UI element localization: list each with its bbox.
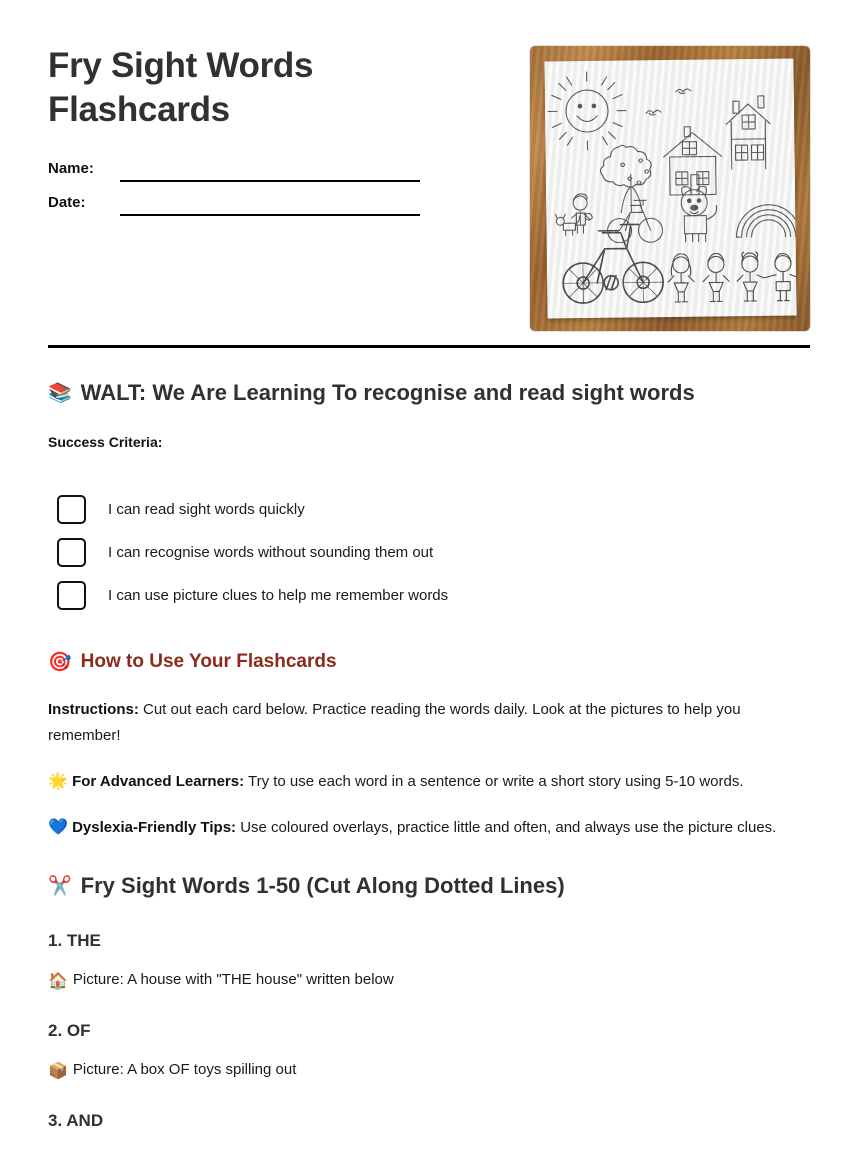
sketch-paper: [544, 58, 796, 318]
walt-heading: [48, 378, 810, 408]
word-entry-picture: [48, 1059, 810, 1081]
name-field-label: Name:: [48, 160, 94, 177]
walt-heading-text: WALT: We Are Learning To recognise and read sight words: [80, 380, 695, 405]
package-box-icon: 📦: [48, 1063, 68, 1080]
child-with-dog-drawing: [555, 194, 592, 236]
detailed-bicycle-drawing: [562, 224, 663, 303]
success-criteria-label: Success Criteria:: [48, 434, 163, 450]
word-list-heading-text: Fry Sight Words 1-50 (Cut Along Dotted Lines): [80, 873, 565, 898]
word-entry-number: 3. AND: [48, 1111, 104, 1130]
word-entry-number: 1. THE: [48, 931, 101, 950]
name-field-row: [48, 148, 518, 182]
stick-figure-3: [737, 252, 765, 301]
advanced-learners-lead: For Advanced Learners:: [72, 773, 245, 790]
instructions-text: Cut out each card below. Practice reading the words daily. Look at the pictures to help you remember!: [48, 701, 741, 744]
illustration-photo: [530, 46, 810, 331]
section-divider: [48, 345, 810, 348]
stick-figure-2: [703, 253, 730, 301]
checklist-item[interactable]: [48, 488, 810, 531]
word-entry-picture-text: Picture: A house with "THE house" written below: [72, 971, 394, 988]
name-input-line[interactable]: [120, 156, 420, 182]
how-to-heading: [48, 647, 810, 677]
scissors-icon: ✂️: [48, 875, 72, 897]
document-header: [48, 44, 518, 216]
bird-drawing-1: [646, 110, 661, 115]
checklist-item-label: I can read sight words quickly: [108, 500, 305, 518]
stick-figure-1: [668, 254, 695, 302]
dyslexia-tips-paragraph: [48, 815, 810, 841]
student-fields: [48, 148, 518, 216]
success-criteria-list: [48, 488, 810, 617]
small-bicycle-drawing: [607, 200, 663, 243]
checklist-item[interactable]: [48, 531, 810, 574]
checklist-item-label: I can use picture clues to help me remember words: [108, 586, 449, 604]
stick-figures-drawing: [668, 251, 797, 302]
stick-figure-4: [764, 253, 797, 301]
word-list-heading: [48, 871, 810, 901]
large-house-drawing: [726, 96, 771, 170]
dart-target-icon: 🎯: [48, 651, 72, 673]
checklist-item[interactable]: [48, 574, 810, 617]
date-field-row: [48, 182, 518, 216]
advanced-learners-text: Try to use each word in a sentence or write a short story using 5-10 words.: [244, 773, 744, 790]
word-entry-picture: [48, 969, 810, 991]
how-to-heading-text: How to Use Your Flashcards: [80, 651, 337, 672]
dyslexia-tips-lead: Dyslexia-Friendly Tips:: [72, 819, 237, 836]
tree-drawing: [600, 145, 652, 213]
small-house-drawing: [663, 126, 722, 195]
word-entry-number: 2. OF: [48, 1021, 91, 1040]
date-field-label: Date:: [48, 194, 86, 211]
blue-heart-icon: 💙: [48, 819, 68, 836]
checkbox-3[interactable]: [57, 581, 86, 610]
advanced-learners-paragraph: [48, 769, 810, 795]
worksheet-body: [48, 378, 810, 1131]
instructions-lead: Instructions:: [48, 701, 139, 718]
date-input-line[interactable]: [120, 190, 420, 216]
sun-drawing: [548, 72, 627, 151]
word-entry-picture-text: Picture: A box OF toys spilling out: [72, 1061, 297, 1078]
dyslexia-tips-text: Use coloured overlays, practice little and often, and always use the picture clues.: [236, 819, 777, 836]
books-icon: 📚: [48, 382, 72, 404]
star-icon: 🌟: [48, 773, 68, 790]
checkbox-1[interactable]: [57, 495, 86, 524]
checkbox-2[interactable]: [57, 538, 86, 567]
bird-drawing-2: [676, 89, 691, 94]
instructions-paragraph: [48, 697, 810, 749]
page-title: Fry Sight Words Flashcards: [48, 46, 314, 129]
rainbow-drawing: [736, 204, 796, 237]
checklist-item-label: I can recognise words without sounding them out: [108, 543, 434, 561]
house-icon: 🏠: [48, 973, 68, 990]
